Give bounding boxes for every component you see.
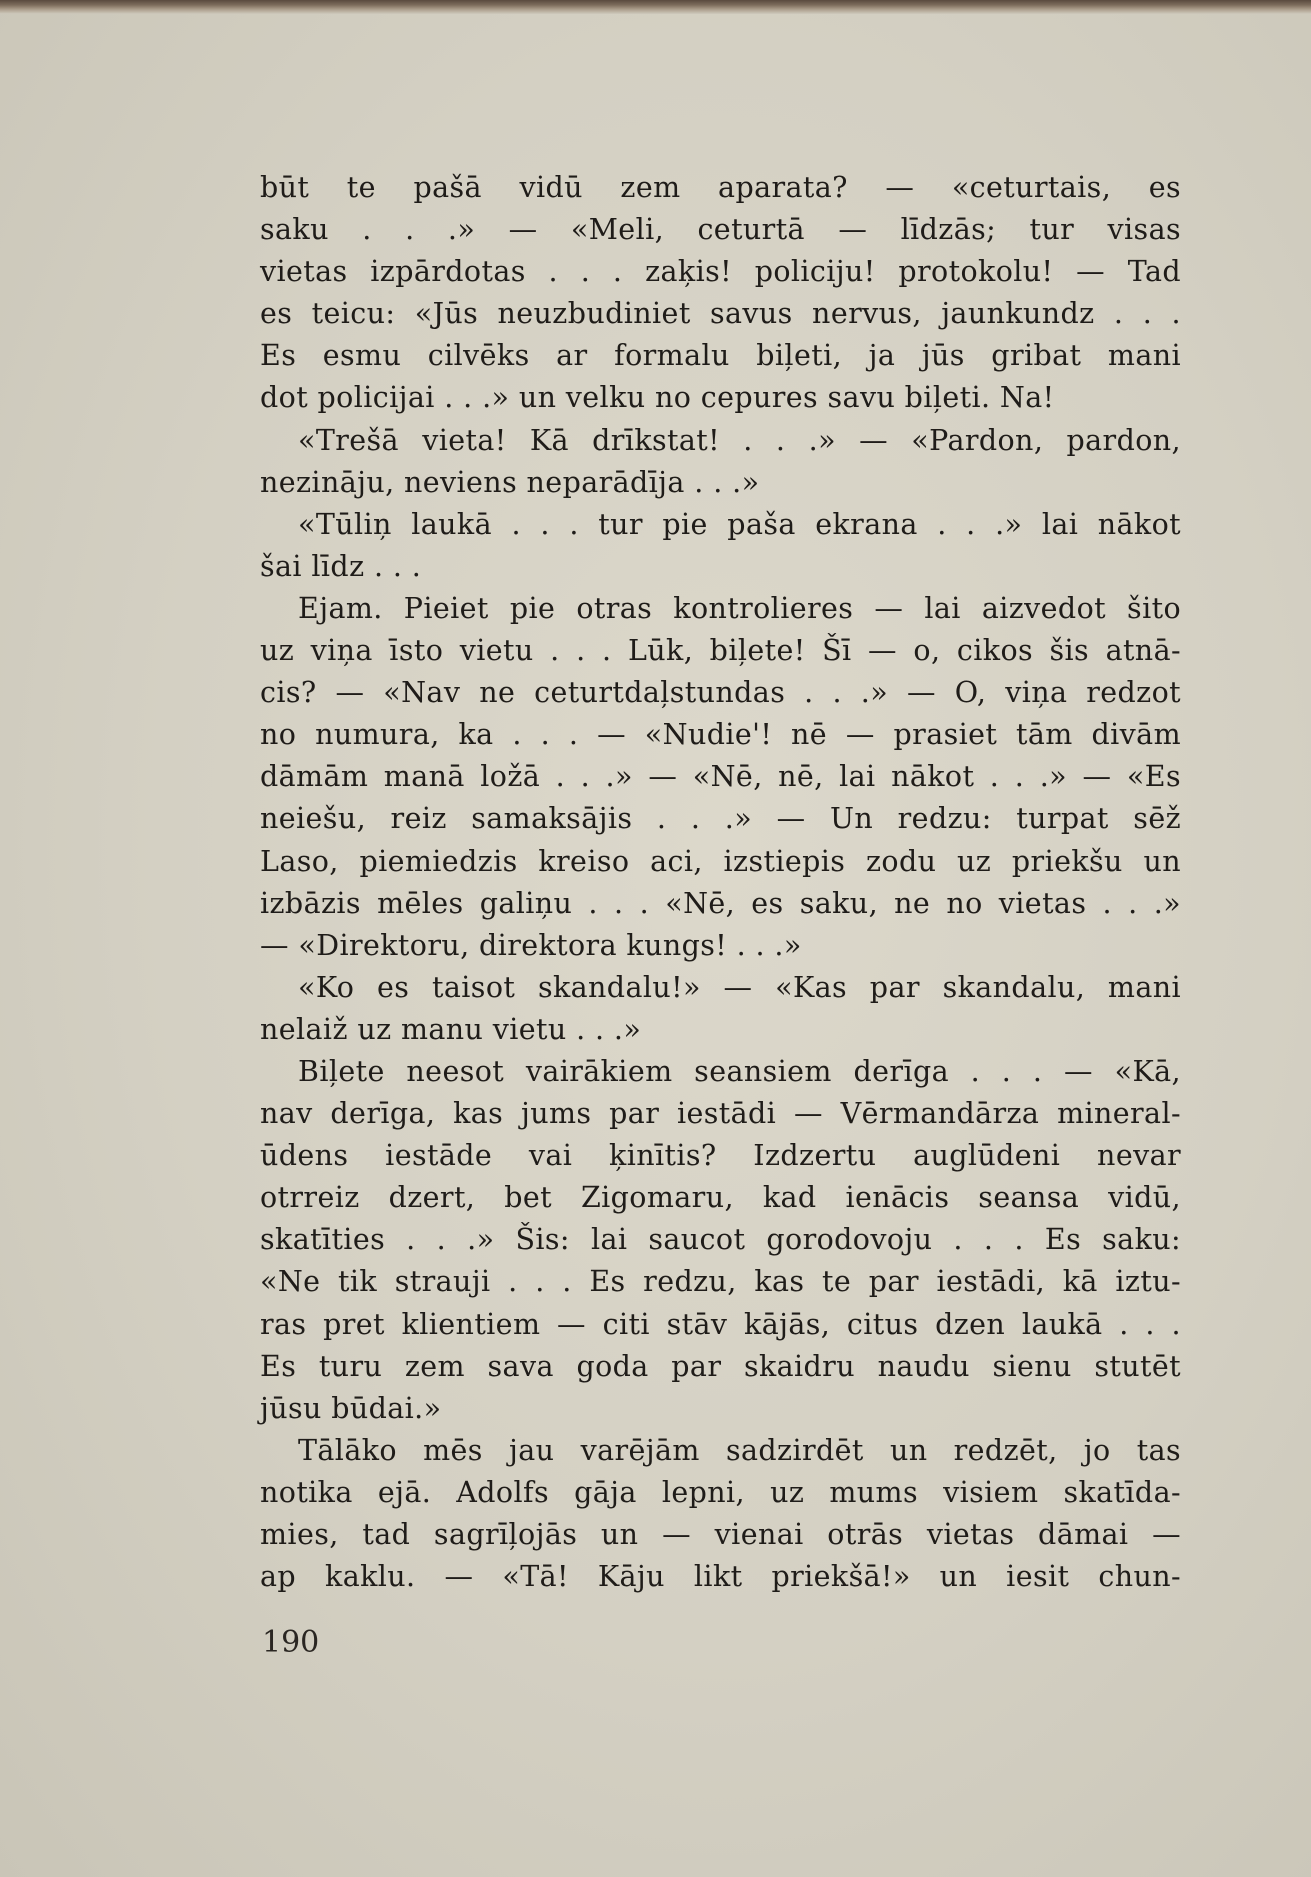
text-line: notika ejā. Adolfs gāja lepni, uz mums visiem skatīda- — [260, 1475, 1181, 1509]
text-line: «Tūliņ laukā . . . tur pie paša ekrana . . .» lai nākot — [298, 507, 1181, 541]
text-line: «Ko es taisot skandalu!» — «Kas par skandalu, mani — [298, 970, 1181, 1004]
text-line: «Trešā vieta! Kā drīkstat! . . .» — «Pardon, pardon, — [298, 423, 1181, 457]
text-line: ūdens iestāde vai ķinītis? Izdzertu auglūdeni nevar — [260, 1139, 1181, 1173]
text-line: nezināju, neviens neparādīja . . .» — [260, 465, 760, 499]
page-top-edge — [0, 0, 1311, 14]
page-number: 190 — [262, 1625, 320, 1660]
text-line: skatīties . . .» Šis: lai saucot gorodovoju . . . Es saku: — [260, 1223, 1181, 1257]
text-line: izbāzis mēles galiņu . . . «Nē, es saku, ne no vietas . . .» — [260, 886, 1181, 920]
body-text — [260, 167, 1181, 1598]
text-line: cis? — «Nav ne ceturtdaļstundas . . .» — O, viņa redzot — [260, 676, 1181, 710]
text-line: saku . . .» — «Meli, ceturtā — līdzās; tur visas — [260, 213, 1181, 247]
text-line: otrreiz dzert, bet Zigomaru, kad ienācis seansa vidū, — [260, 1181, 1181, 1215]
text-line: Tālāko mēs jau varējām sadzirdēt un redzēt, jo tas — [298, 1433, 1181, 1467]
text-line: «Ne tik strauji . . . Es redzu, kas te par iestādi, kā iztu- — [260, 1265, 1181, 1299]
text-line: dāmām manā ložā . . .» — «Nē, nē, lai nākot . . .» — «Es — [260, 760, 1181, 794]
text-line: Es turu zem sava goda par skaidru naudu sienu stutēt — [260, 1349, 1181, 1383]
text-line: būt te pašā vidū zem aparata? — «ceturtais, es — [260, 171, 1181, 204]
text-line: ras pret klientiem — citi stāv kājās, citus dzen laukā . . . — [260, 1307, 1181, 1341]
text-line: Ejam. Pieiet pie otras kontrolieres — lai aizvedot šito — [298, 591, 1181, 625]
text-line: neiešu, reiz samaksājis . . .» — Un redzu: turpat sēž — [260, 802, 1181, 836]
text-line: vietas izpārdotas . . . zaķis! policiju! protokolu! — Tad — [260, 255, 1181, 289]
text-line: nelaiž uz manu vietu . . .» — [260, 1012, 642, 1046]
text-line: es teicu: «Jūs neuzbudiniet savus nervus, jaunkundz . . . — [260, 297, 1181, 331]
text-line: Laso, piemiedzis kreiso aci, izstiepis zodu uz priekšu un — [260, 844, 1181, 878]
text-line: Es esmu cilvēks ar formalu biļeti, ja jūs gribat mani — [260, 339, 1181, 373]
text-line: uz viņa īsto vietu . . . Lūk, biļete! Šī — o, cikos šis atnā- — [260, 634, 1181, 668]
text-line: ap kaklu. — «Tā! Kāju likt priekšā!» un iesit chun- — [260, 1560, 1181, 1594]
text-line: no numura, ka . . . — «Nudie'! nē — prasiet tām divām — [260, 718, 1181, 752]
text-line: Biļete neesot vairākiem seansiem derīga . . . — «Kā, — [298, 1054, 1181, 1088]
text-line: šai līdz . . . — [260, 549, 422, 583]
text-line: dot policijai . . .» un velku no cepures savu biļeti. Na! — [260, 381, 1055, 415]
text-line: nav derīga, kas jums par iestādi — Vērmandārza mineral- — [260, 1097, 1181, 1131]
text-line: — «Direktoru, direktora kungs! . . .» — [260, 928, 802, 962]
text-line: jūsu būdai.» — [260, 1391, 442, 1425]
text-line: mies, tad sagrīļojās un — vienai otrās vietas dāmai — — [260, 1518, 1181, 1551]
